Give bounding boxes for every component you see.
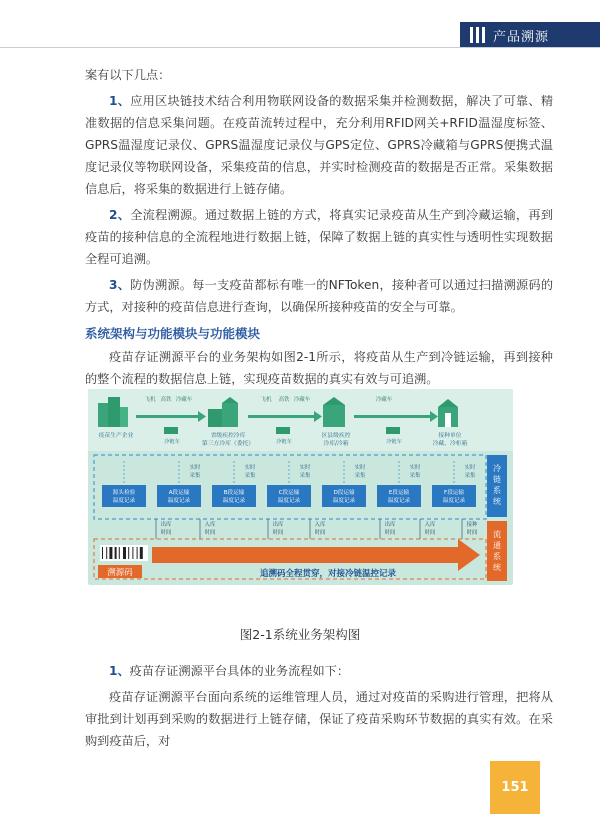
realtime-label: 采集 (409, 473, 421, 479)
truck-icon (386, 427, 400, 434)
truck-icon (276, 427, 290, 434)
architecture-figure (88, 389, 513, 585)
paragraph-figure-intro: 疫苗存证溯源平台的业务架构如图2-1所示，将疫苗从生产到冷链运输，再到接种的整个流程的数据信息上链，实现疫苗数据的真实有效与可追溯。 (85, 350, 553, 386)
realtime-label: 实时 (244, 465, 256, 471)
header-tab (460, 22, 600, 48)
trace-arrow (152, 539, 480, 571)
station-label: 省级疾控冷库 (210, 433, 246, 439)
trace-code-label: 溯源码 (107, 568, 133, 578)
page-number: 151 (501, 780, 529, 795)
record-label: 源头检验 (112, 490, 136, 496)
circulation-label: 流通系统 (493, 530, 501, 572)
header-rule (0, 47, 600, 48)
station-label: 冷藏、冷柜箱 (432, 441, 468, 447)
truck-icon (164, 427, 178, 434)
time-label: 时间 (314, 530, 326, 536)
time-label: 入库 (204, 522, 216, 528)
record-label: B段运输 (223, 490, 245, 496)
section-title: 系统架构与功能模块与功能模块 (85, 326, 261, 341)
time-label: 时间 (384, 530, 396, 536)
header-bars-icon (470, 27, 485, 43)
time-label: 时间 (466, 530, 478, 536)
realtime-label: 实时 (354, 465, 366, 471)
truck-label: 冷链车 (276, 439, 292, 445)
time-label: 时间 (160, 530, 172, 536)
realtime-label: 实时 (409, 465, 421, 471)
main-content (85, 64, 553, 394)
station-label: 区县级疾控 (321, 433, 351, 439)
station-label: 疫苗生产企业 (98, 433, 134, 439)
time-label: 时间 (424, 530, 436, 536)
record-label: E段运输 (388, 490, 410, 496)
transport-label: 冷藏车 (293, 397, 311, 403)
record-label: 温度记录 (277, 498, 301, 504)
time-label: 入库 (314, 522, 326, 528)
realtime-label: 采集 (354, 473, 366, 479)
time-label: 时间 (204, 530, 216, 536)
realtime-label: 采集 (189, 473, 201, 479)
record-label: 温度记录 (332, 498, 356, 504)
lower-content (85, 660, 553, 756)
page-number-box (490, 761, 540, 814)
time-label: 时间 (272, 530, 284, 536)
record-label: F段运输 (444, 490, 464, 496)
barcode-icon (100, 545, 148, 561)
record-label: 温度记录 (112, 498, 136, 504)
truck-label: 冷链车 (386, 439, 402, 445)
realtime-label: 实时 (464, 465, 476, 471)
time-label: 出库 (160, 522, 172, 528)
figure-caption: 图2-1系统业务架构图 (239, 627, 361, 642)
time-label: 接种 (466, 522, 478, 528)
paragraph-point-2: 2、全流程溯源。通过数据上链的方式，将真实记录疫苗从生产到冷藏运输，再到疫苗的接种信息的全流程地进行数据上链，保障了数据上链的真实性与透明性实现数据全程可追溯。 (85, 208, 554, 266)
realtime-label: 实时 (189, 465, 201, 471)
realtime-label: 采集 (299, 473, 311, 479)
record-label: 温度记录 (222, 498, 246, 504)
transport-label: 飞机 (260, 397, 272, 403)
station-label: 第三方冷库（委托） (201, 441, 255, 447)
paragraph-lead: 案有以下几点： (85, 68, 171, 82)
transport-label: 冷藏车 (375, 397, 393, 403)
transport-label: 高铁 (278, 397, 290, 403)
record-label: D段运输 (333, 490, 355, 496)
time-label: 出库 (272, 522, 284, 528)
arrow-caption: 追溯码全程贯穿，对接冷链温控记录 (259, 569, 397, 579)
realtime-label: 采集 (464, 473, 476, 479)
paragraph-process-body: 疫苗存证溯源平台面向系统的运维管理人员，通过对疫苗的采购进行管理，把将从审批到计划再到采购的数据进行上链存储，保证了疫苗采购环节数据的真实有效。在采购到疫苗后，对 (85, 690, 553, 748)
record-label: 温度记录 (442, 498, 466, 504)
record-label: 温度记录 (167, 498, 191, 504)
transport-label: 高铁 (160, 397, 172, 403)
record-label: A段运输 (168, 490, 190, 496)
transport-label: 冷藏车 (175, 397, 193, 403)
station-label: 接种单位 (438, 433, 462, 439)
station-label: 冷库/冷箱 (323, 441, 349, 447)
realtime-label: 实时 (299, 465, 311, 471)
paragraph-point-1: 1、应用区块链技术结合利用物联网设备的数据采集并检测数据，解决了可靠、精准数据的信息采集问题。在疫苗流转过程中，充分利用RFID网关+RFID温湿度标签、GPRS温湿度记录仪、GPRS温湿度记录仪与GPS定位、GPRS冷藏箱与GPRS便携式温度记录仪等物联网设备，采集疫苗的信息，并实时检测疫苗的数据是否正常。采集数据信息后，将采集的数据进行上链存储。 (85, 94, 554, 196)
record-label: C段运输 (278, 490, 300, 496)
transport-label: 飞机 (144, 397, 156, 403)
time-label: 出库 (384, 522, 396, 528)
cold-chain-label: 冷链系统 (493, 464, 501, 506)
paragraph-process-heading: 1、疫苗存证溯源平台具体的业务流程如下： (109, 664, 350, 678)
paragraph-point-3: 3、防伪溯源。每一支疫苗都标有唯一的NFToken，接种者可以通过扫描溯源码的方式，对接种的疫苗信息进行查询，以确保所接种疫苗的安全与可靠。 (85, 278, 554, 314)
header-title: 产品溯源 (493, 29, 550, 45)
time-label: 入库 (424, 522, 436, 528)
truck-label: 冷链车 (164, 439, 180, 445)
record-label: 温度记录 (387, 498, 411, 504)
realtime-label: 采集 (244, 473, 256, 479)
